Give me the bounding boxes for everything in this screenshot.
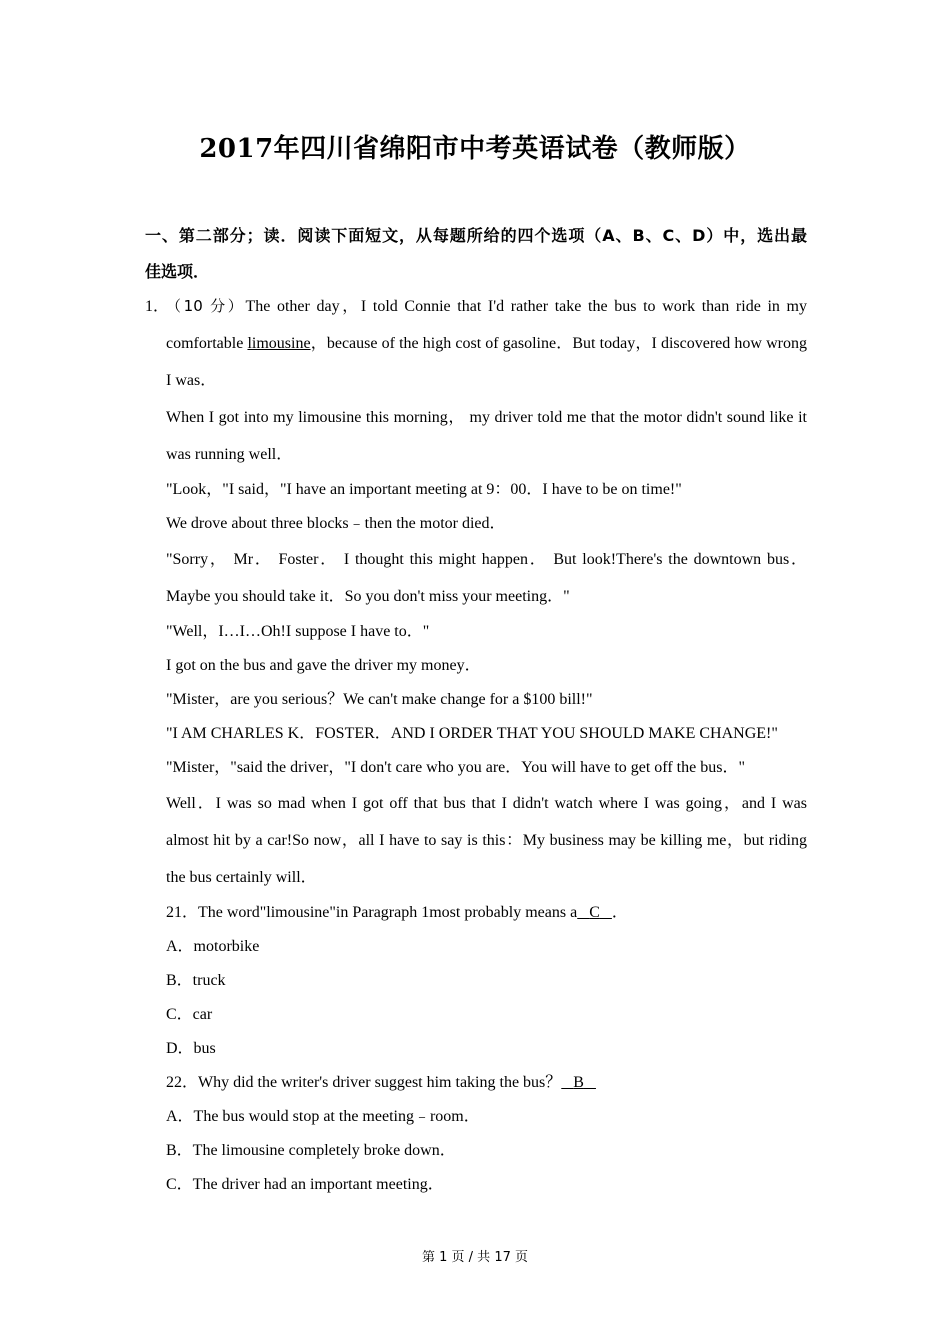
section-heading-line-2: 佳选项． [145,262,210,281]
passage-paragraph: "Well，I…I…Oh!I suppose I have to．" [166,623,430,640]
page-footer: 第 1 页 / 共 17 页 [422,1250,528,1265]
answer-blank: B [573,1074,584,1091]
question-score: （10 分） [166,297,246,315]
passage-paragraph: We drove about three blocks﹣then the motor died． [166,515,506,532]
intro-text-a: The other day，I told Connie that I'd rather take the bus to work than ride in my comfortable [166,298,807,352]
answer-option: D．bus [166,1040,216,1057]
answer-option: C．The driver had an important meeting． [166,1176,444,1193]
answer-option: C．car [166,1006,213,1023]
section-heading-line-1: 一、第二部分；读．阅读下面短文，从每题所给的四个选项（A、B、C、D）中，选出最 [145,226,807,245]
answer-option: B．truck [166,972,226,989]
question-content [145,288,807,1202]
page-title: 2017年四川省绵阳市中考英语试卷（教师版） [199,134,751,164]
section-heading [145,218,807,290]
answer-option: A．motorbike [166,938,260,955]
intro-text-b: ，because of the high cost of gasoline．But today，I discovered how wrong I was． [166,335,807,389]
question-intro [145,288,807,399]
sub-question-stem: 22．Why did the writer's driver suggest him taking the bus？ B [145,1066,807,1100]
passage-paragraph: "Mister，are you serious？We can't make change for a $100 bill!" [166,691,593,708]
passage-paragraph: Well．I was so mad when I got off that bus that I didn't watch where I was going，and I was almost hit by a car!So now，all I have to say is this：My business may be killing me，but riding the bus certainly will． [166,795,807,886]
answer-blank: C [589,904,600,921]
sub-question-stem: 21．The word"limousine"in Paragraph 1most probably means a C ． [166,904,628,921]
passage-paragraph: "Mister，"said the driver，"I don't care who you are．You will have to get off the bus．" [166,759,745,776]
answer-option: A．The bus would stop at the meeting﹣room． [166,1108,480,1125]
passage-paragraph: "Sorry， Mr． Foster． I thought this might happen． But look!There's the downtown bus．Maybe you should take it．So you don't miss your meeting．" [166,551,807,605]
passage-paragraph: "I AM CHARLES K．FOSTER．AND I ORDER THAT YOU SHOULD MAKE CHANGE!" [166,725,778,742]
passage-paragraph: "Look，"I said，"I have an important meeting at 9：00．I have to be on time!" [166,481,682,498]
underlined-word: limousine [247,335,311,352]
passage-paragraph: I got on the bus and gave the driver my money． [166,657,481,674]
answer-option: B．The limousine completely broke down． [166,1142,456,1159]
question-number: 1． [145,298,170,315]
passage-paragraph: When I got into my limousine this morning， my driver told me that the motor didn't sound like it was running well． [166,409,807,463]
